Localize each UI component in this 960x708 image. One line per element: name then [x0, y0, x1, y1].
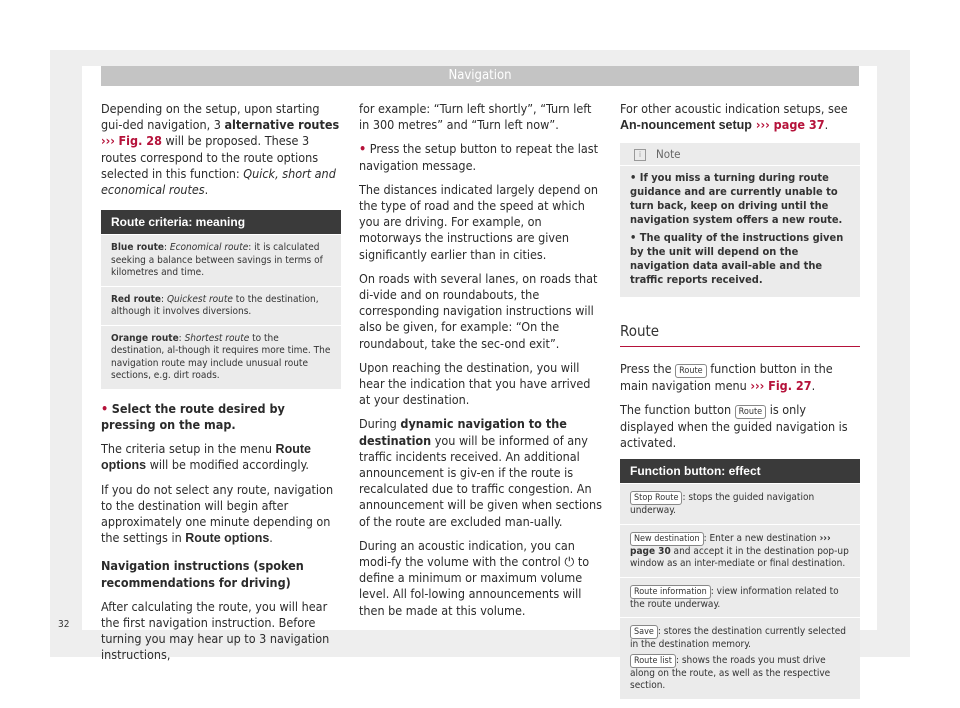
table-row: New destination : Enter a new destination ››› page 30 and accept it in the destination pop-up window as an inter-mediate or final destination. [620, 524, 860, 577]
table-header: Route criteria: meaning [101, 210, 341, 234]
criteria-paragraph: The criteria setup in the menu Route options will be modified accordingly. [101, 441, 311, 473]
paragraph: Upon reaching the destination, you will hear the indication that you have arrived at your destination. [359, 359, 591, 408]
info-icon: i [634, 149, 646, 161]
table-row: Route information : view information related to the route underway. [620, 577, 860, 618]
stop-route-button[interactable]: Stop Route [630, 491, 682, 505]
page-number: 32 [58, 619, 70, 630]
route-section-heading: Route [620, 319, 860, 346]
note-item: • If you miss a turning during route guidance and are currently unable to turn back, keep on driving until the navigation system offers a new route. [630, 171, 843, 227]
nav-instructions-heading: Navigation instructions (spoken recommendations for driving) [101, 558, 304, 590]
column-2 [359, 101, 603, 627]
route-criteria-table [101, 210, 341, 389]
volume-paragraph: During an acoustic indication, you can modi-fy the volume with the control ⏻ to define a minimum or maximum volume level. All fol-lowing announcements will then be made at this volume. [359, 537, 590, 618]
no-selection-paragraph: If you do not select any route, navigation to the destination will begin after approximately one minute depending on the settings in Route options. [101, 481, 334, 546]
route-button[interactable]: Route [735, 405, 766, 419]
page-header: Navigation [101, 66, 859, 86]
bullet-icon: • [359, 141, 367, 157]
power-icon: ⏻ [564, 554, 575, 570]
route-list-button[interactable]: Route list [630, 654, 676, 668]
press-route-paragraph: Press the Route function button in the main navigation menu ››› Fig. 27. [620, 360, 833, 393]
intro-paragraph: Depending on the setup, upon starting gui-ded navigation, 3 alternative routes ››› Fig. 28 will be proposed. These 3 routes correspond to the route options selected in this function: Quick, short and economical routes. [101, 101, 340, 198]
table-row: Blue route: Economical route: it is calculated seeking a balance between savings in terms of kilometres and time. [101, 234, 341, 286]
function-button-table [620, 459, 860, 699]
function-button-paragraph: The function button Route is only displayed when the guided navigation is activated. [620, 401, 848, 451]
paragraph: On roads with several lanes, on roads that di-vide and on roundabouts, the corresponding navigation instructions will also be given, for example: “On the roundabout, take the sec-ond exit”. [359, 270, 598, 351]
fig-28-link[interactable]: Fig. 28 [118, 133, 162, 149]
route-button[interactable]: Route [675, 364, 706, 378]
page-37-link[interactable]: ››› page 37 [751, 117, 825, 133]
other-setups-paragraph: For other acoustic indication setups, see An-nouncement setup ››› page 37. [620, 101, 848, 133]
repeat-step: • Press the setup button to repeat the last navigation message. [359, 141, 598, 173]
select-route-step: • Select the route desired by pressing on the map. [101, 400, 285, 432]
table-row: Stop Route : stops the guided navigation underway. [620, 483, 860, 524]
note-box: i Note • If you miss a turning during route guidance and are currently unable to turn back, keep on driving until the navigation system offers a new route. • The quality of the instructions given by the unit will depend on the navigation data avail-able and the traffic reports received. [620, 143, 860, 297]
table-row: Save : stores the destination currently selected in the destination memory. Route list : shows the roads you must drive along on the route, as well as the respective section. [620, 617, 860, 699]
fig-27-link[interactable]: ››› Fig. 27 [750, 377, 812, 393]
bullet-icon: • [101, 400, 109, 416]
route-information-button[interactable]: Route information [630, 585, 711, 599]
note-item: • The quality of the instructions given by the unit will depend on the navigation data avail-able and the traffic reports received. [630, 231, 844, 287]
page-30-link[interactable]: ››› page 30 [630, 532, 831, 557]
table-row: Red route: Quickest route to the destination, although it involves diversions. [101, 286, 341, 325]
save-button[interactable]: Save [630, 625, 658, 639]
table-header: Function button: effect [620, 459, 860, 483]
after-calc-paragraph: After calculating the route, you will hear the first navigation instruction. Before turning you may hear up to 3 navigation instructions, [101, 598, 330, 663]
column-3 [620, 101, 860, 699]
dynamic-nav-paragraph: During dynamic navigation to the destination you will be informed of any traffic incidents received. An additional announcement is giv-en if the route is recalculated due to traffic congestion. An announcement will be given when sections of the route are excluded man-ually. [359, 416, 602, 529]
new-destination-button[interactable]: New destination [630, 532, 704, 546]
column-1 [101, 101, 341, 672]
paragraph: The distances indicated largely depend on the type of road and the speed at which you are driving. For example, on motorways the instructions are given significantly earlier than in cities. [359, 181, 599, 262]
paragraph: for example: “Turn left shortly”, “Turn left in 300 metres” and “Turn left now”. [359, 101, 592, 133]
table-row: Orange route: Shortest route to the destination, al-though it requires more time. The navigation route may include unusual route sections, e.g. dirt roads. [101, 325, 341, 389]
